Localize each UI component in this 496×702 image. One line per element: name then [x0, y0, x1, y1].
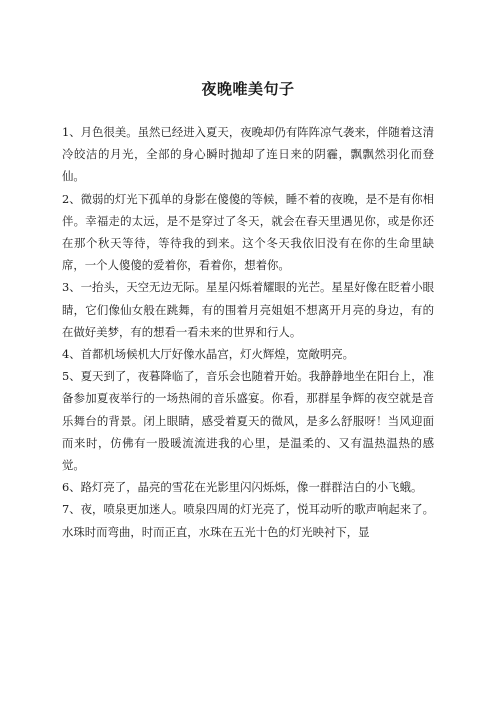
document-title: 夜晚唯美句子	[201, 80, 295, 98]
paragraph-1: 1、月色很美。虽然已经进入夏天，夜晚却仍有阵阵凉气袭来，伴随着这清冷皎洁的月光，全部的身心瞬时抛却了连日来的阴霾，飘飘然羽化而登仙。	[62, 125, 434, 184]
paragraph-5: 5、夏天到了，夜暮降临了，音乐会也随着开始。我静静地坐在阳台上，准备参加夏夜举行的一场热闹的音乐盛宴。你看，那群星争辉的夜空就是音乐舞台的背景。闭上眼睛，感受着夏天的微风，是多么舒服呀！当风迎面而来时，仿佛有一股暖流流进我的心里，是温柔的、又有温热温热的感觉。	[62, 369, 434, 473]
document-body	[62, 121, 434, 543]
paragraph-7: 7、夜，喷泉更加迷人。喷泉四周的灯光亮了，悦耳动听的歌声响起来了。水珠时而弯曲，时而正直，水珠在五光十色的灯光映衬下，显	[62, 502, 434, 539]
paragraph-6: 6、路灯亮了，晶亮的雪花在光影里闪闪烁烁，像一群群洁白的小飞蛾。	[62, 480, 423, 495]
paragraph-2: 2、微弱的灯光下孤单的身影在傻傻的等候，睡不着的夜晚，是不是有你相伴。幸福走的太远，是不是穿过了冬天，就会在春天里遇见你，或是你还在那个秋天等待，等待我的到来。这个冬天我依旧没有在你的生命里缺席，一个人傻傻的爱着你，看着你，想着你。	[62, 191, 434, 273]
paragraph-4: 4、首都机场候机大厅好像水晶宫，灯火辉煌，宽敞明亮。	[62, 347, 355, 362]
paragraph-3: 3、一抬头，天空无边无际。星星闪烁着耀眼的光芒。星星好像在眨着小眼睛，它们像仙女般在跳舞，有的围着月亮姐姐不想离开月亮的身边，有的在做好美梦，有的想看一看未来的世界和行人。	[62, 280, 434, 339]
